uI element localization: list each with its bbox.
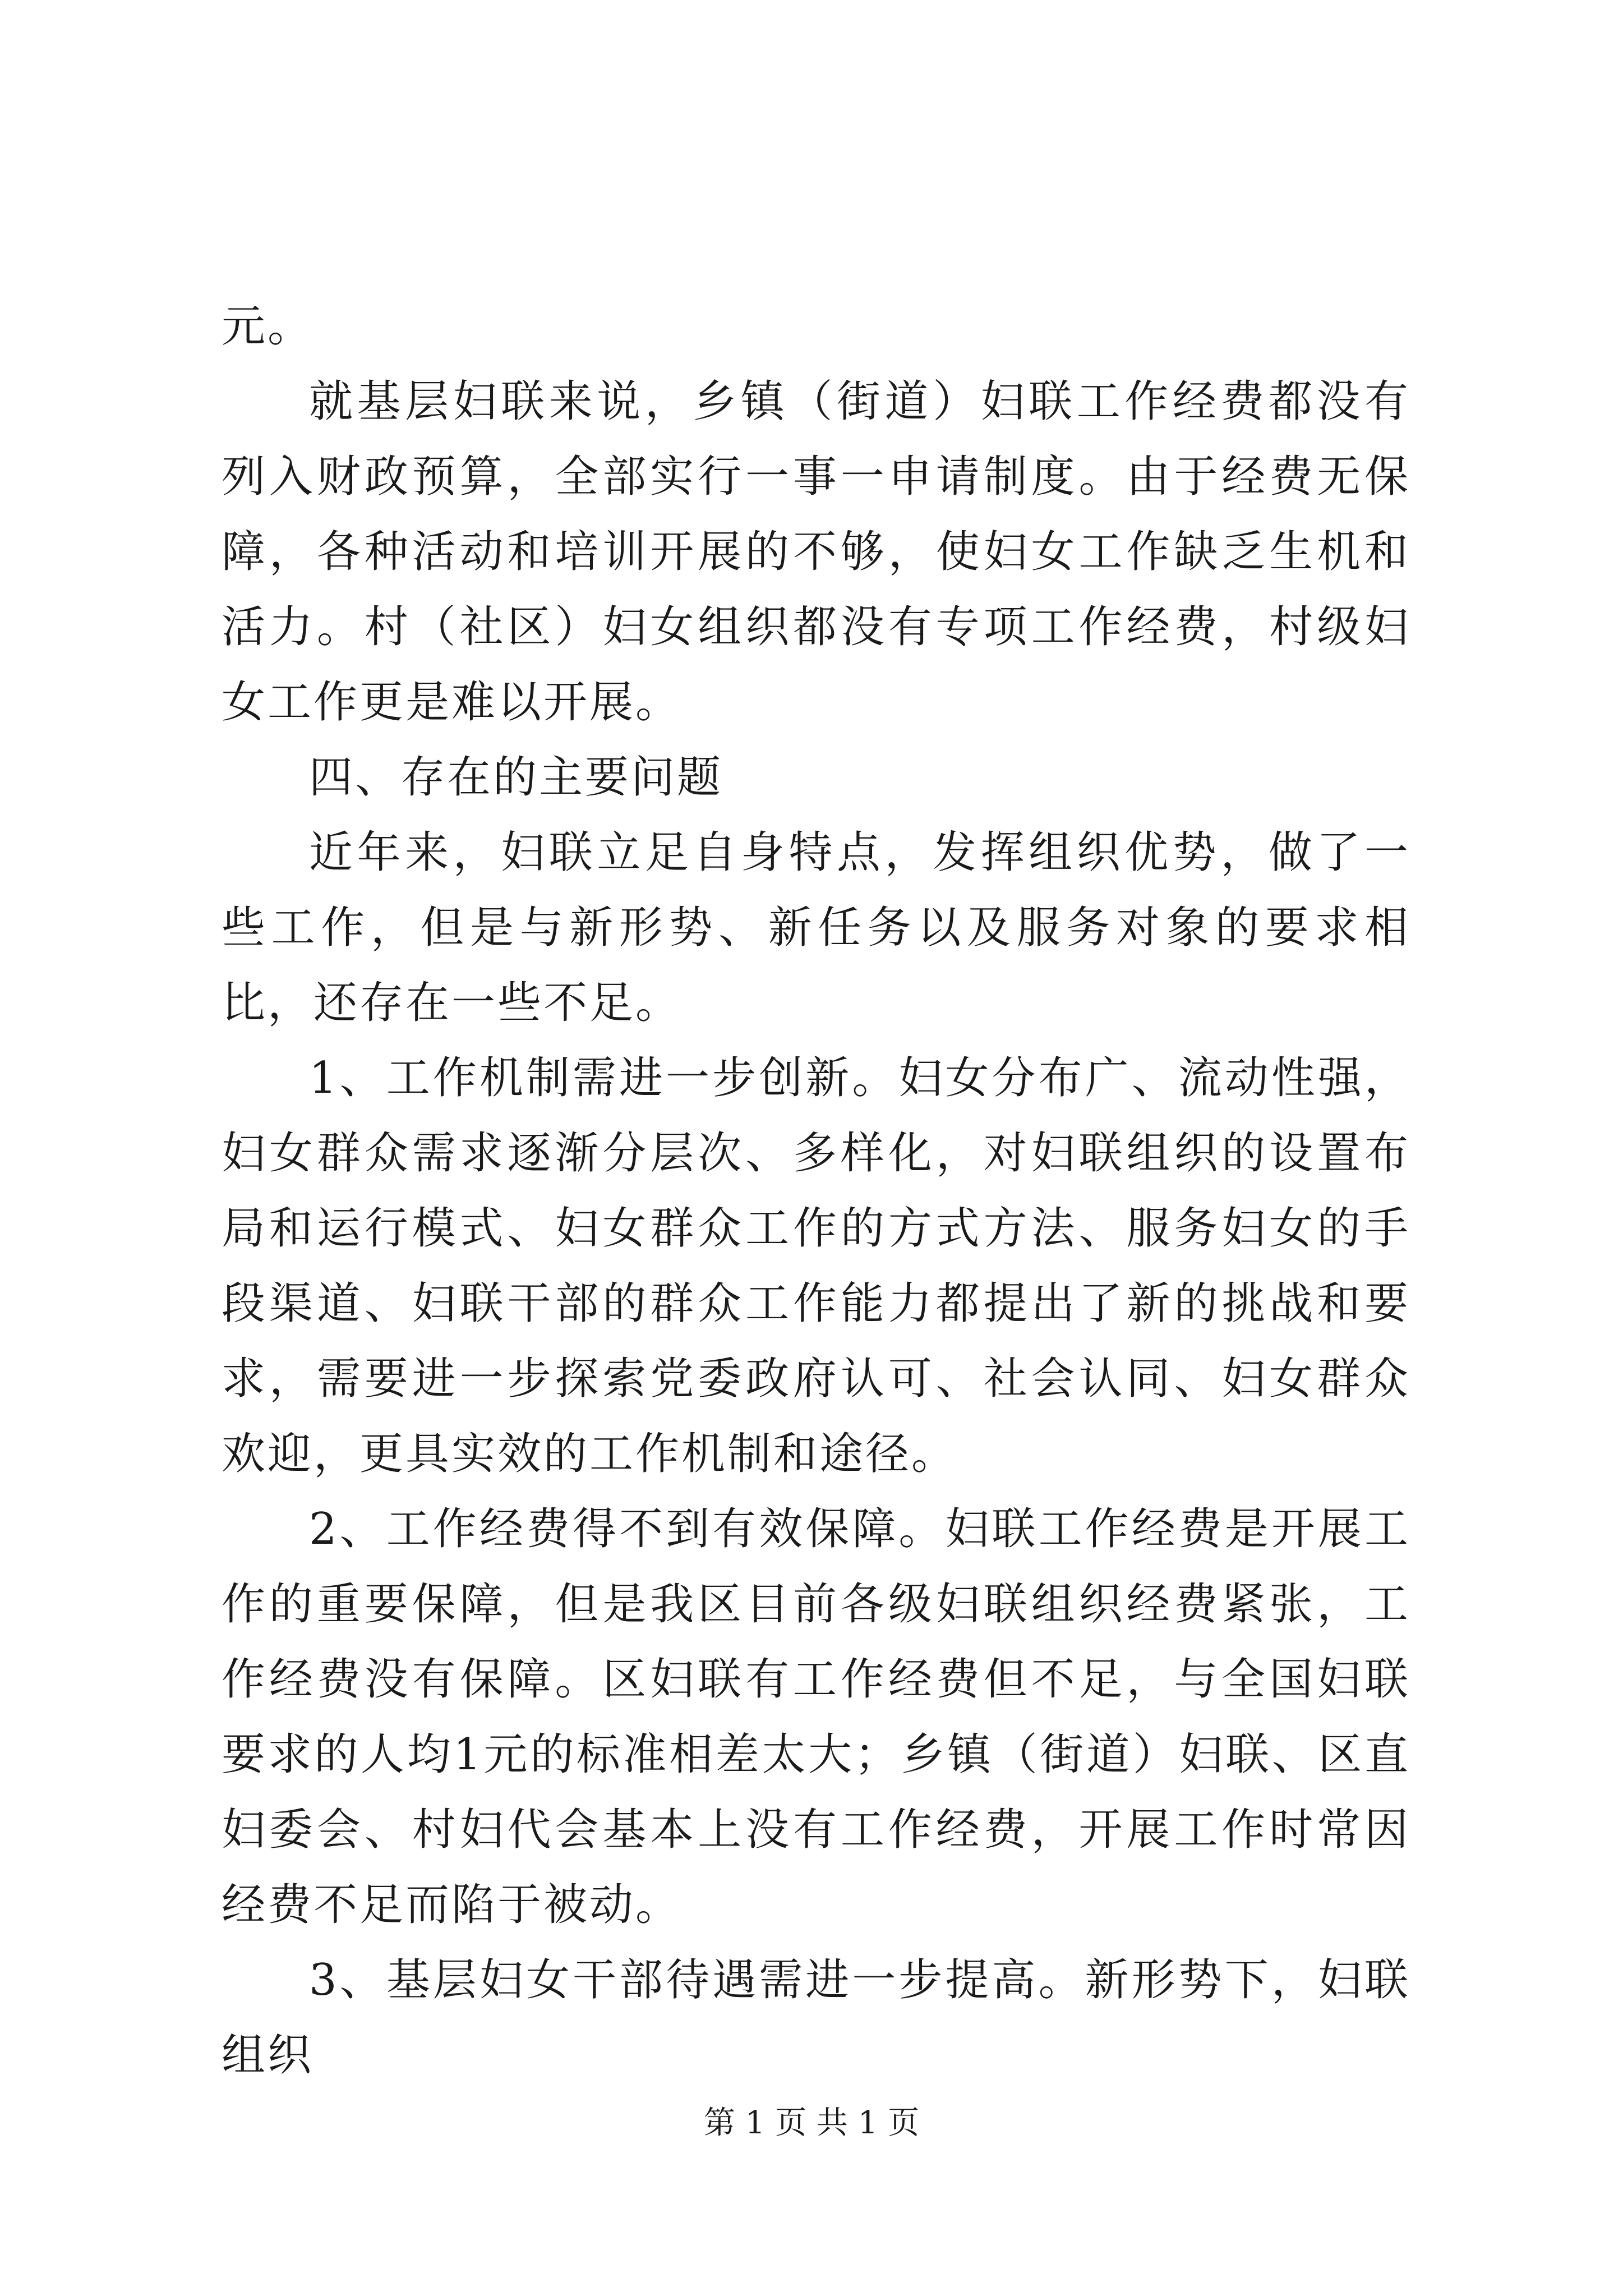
paragraph-1: 元。 xyxy=(222,301,314,352)
paragraph-3: 近年来，妇联立足自身特点，发挥组织优势，做了一些工作，但是与新形势、新任务以及服务对象的要求相比，还存在一些不足。 xyxy=(222,827,1410,1028)
paragraph-5: 2、工作经费得不到有效保障。妇联工作经费是开展工作的重要保障，但是我区目前各级妇联组织经费紧张，工作经费没有保障。区妇联有工作经费但不足，与全国妇联要求的人均1元的标准相差太大；乡镇（街道）妇联、区直妇委会、村妇代会基本上没有工作经费，开展工作时常因经费不足而陷于被动。 xyxy=(222,1504,1410,1930)
paragraph-6: 3、基层妇女干部待遇需进一步提高。新形势下，妇联组织 xyxy=(222,1955,1410,2081)
section-heading: 四、存在的主要问题 xyxy=(309,752,723,803)
page-footer: 第 1 页 共 1 页 xyxy=(703,2105,920,2141)
paragraph-4: 1、工作机制需进一步创新。妇女分布广、流动性强，妇女群众需求逐渐分层次、多样化，对妇联组织的设置布局和运行模式、妇女群众工作的方式方法、服务妇女的手段渠道、妇联干部的群众工作能力都提出了新的挑战和要求，需要进一步探索党委政府认可、社会认同、妇女群众欢迎，更具实效的工作机制和途径。 xyxy=(222,1053,1410,1479)
document-body xyxy=(222,289,1410,2093)
paragraph-2: 就基层妇联来说，乡镇（街道）妇联工作经费都没有列入财政预算，全部实行一事一申请制度。由于经费无保障，各种活动和培训开展的不够，使妇女工作缺乏生机和活力。村（社区）妇女组织都没有专项工作经费，村级妇女工作更是难以开展。 xyxy=(222,376,1410,728)
